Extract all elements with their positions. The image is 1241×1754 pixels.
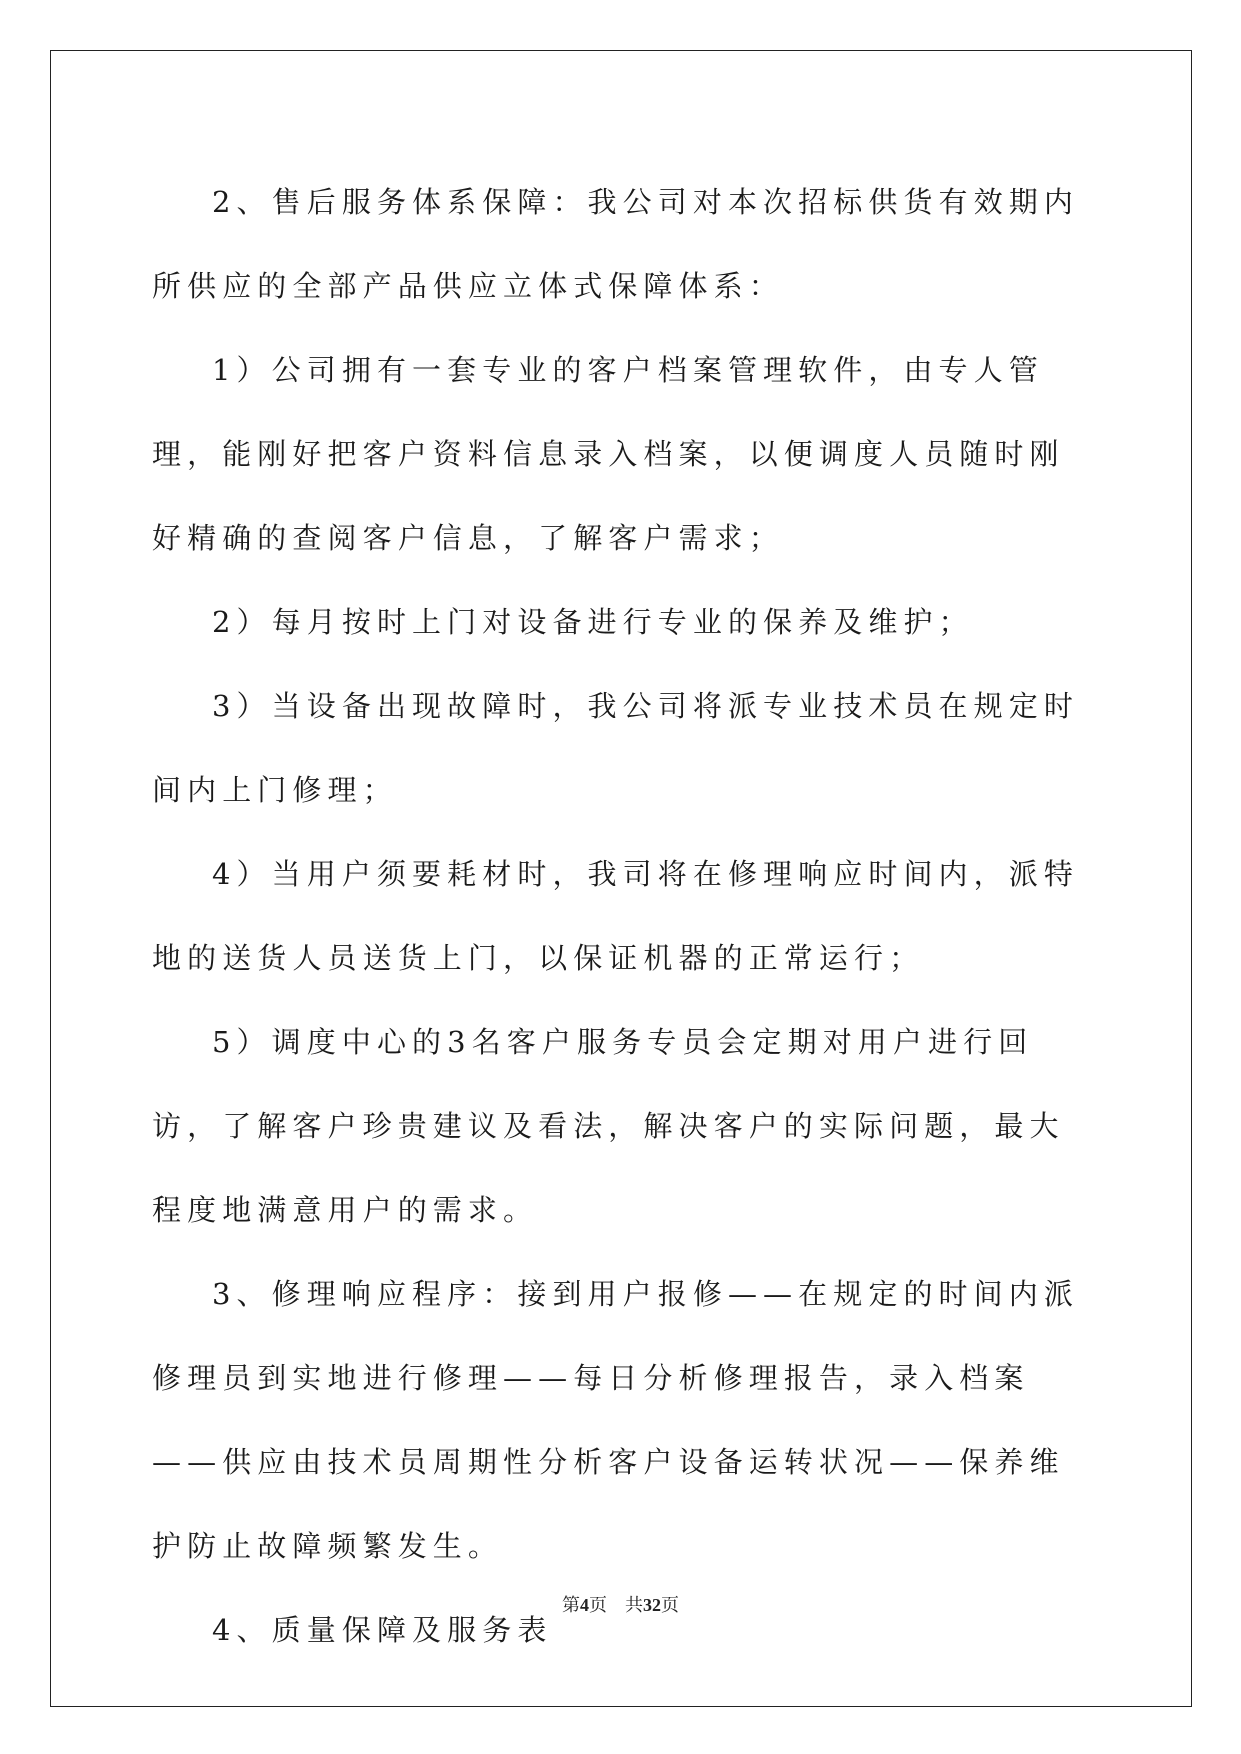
paragraph-item-4: 4）当用户须要耗材时，我司将在修理响应时间内，派特地的送货人员送货上门，以保证机器的正常运行； [152,857,1079,975]
page-footer [0,1591,1241,1617]
paragraph-item-1: 1）公司拥有一套专业的客户档案管理软件，由专人管理，能刚好把客户资料信息录入档案，以便调度人员随时刚好精确的查阅客户信息，了解客户需求； [152,353,1065,555]
page-prefix: 第 [562,1595,580,1615]
total-suffix: 页 [661,1595,679,1615]
total-pages: 32 [643,1595,661,1615]
paragraph-item-2: 2）每月按时上门对设备进行专业的保养及维护； [212,605,974,639]
page-number: 4 [580,1595,589,1615]
paragraph-quality-table-heading: 4、质量保障及服务表 [212,1613,553,1647]
document-body [152,160,1092,1672]
page-suffix: 页 [589,1595,607,1615]
total-prefix: 共 [625,1595,643,1615]
paragraph-after-sales-system: 2、售后服务体系保障：我公司对本次招标供货有效期内所供应的全部产品供应立体式保障体系： [152,185,1079,303]
paragraph-item-5: 5）调度中心的3名客户服务专员会定期对用户进行回访，了解客户珍贵建议及看法，解决客户的实际问题，最大程度地满意用户的需求。 [152,1025,1065,1227]
paragraph-item-3: 3）当设备出现故障时，我公司将派专业技术员在规定时间内上门修理； [152,689,1079,807]
paragraph-repair-procedure: 3、修理响应程序：接到用户报修——在规定的时间内派修理员到实地进行修理——每日分析修理报告，录入档案——供应由技术员周期性分析客户设备运转状况——保养维护防止故障频繁发生。 [152,1277,1079,1563]
